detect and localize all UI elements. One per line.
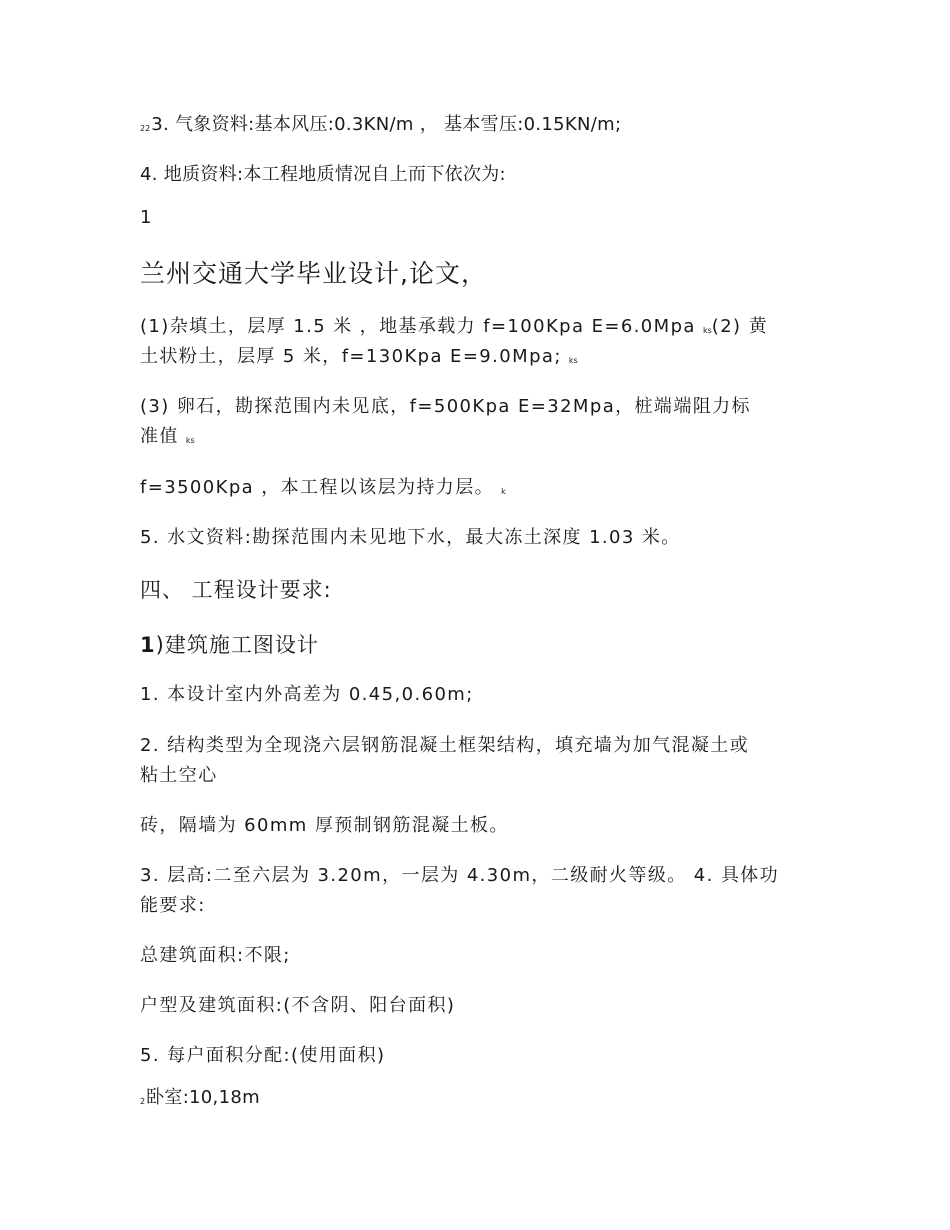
text-line-partition: 砖，隔墙为 60mm 厚预制钢筋混凝土板。 (140, 815, 509, 836)
standard-value-text: 准值 (140, 426, 186, 447)
superscript-marker: 2 (140, 1097, 146, 1106)
layer2-start-text: (2) 黄 (711, 316, 768, 337)
text-line-structure-type: 2. 结构类型为全现浇六层钢筋混凝土框架结构，填充墙为加气混凝土或 (140, 735, 750, 756)
layer1-text: (1)杂填土，层厚 1.5 米 ，地基承载力 f=100Kpa E=6.0Mpa (140, 316, 703, 337)
text-line-layer3: (3) 卵石，勘探范围内未见底，f=500Kpa E=32Mpa，桩端端阻力标 (140, 396, 751, 417)
page-number: 1 (140, 207, 152, 228)
bearing-layer-text: f=3500Kpa ，本工程以该层为持力层。 (140, 477, 502, 498)
subsection-title: )建筑施工图设计 (155, 633, 319, 657)
subscript-k: k (501, 487, 506, 496)
subsection-heading-architecture (140, 629, 319, 661)
text-line-storey-height: 3. 层高:二至六层为 3.20m，一层为 4.30m，二级耐火等级。 4. 具体功 (140, 865, 780, 886)
text-line-layer2 (140, 342, 578, 375)
superscript-marker: 22 (140, 124, 151, 133)
subscript-ks: ks (568, 356, 578, 365)
subsection-number: 1 (140, 633, 156, 657)
text-line-total-area: 总建筑面积:不限; (140, 945, 291, 966)
text-line-geology: 4. 地质资料:本工程地质情况自上而下依次为: (140, 164, 506, 185)
climate-text: 3. 气象资料:基本风压:0.3KN/m ， 基本雪压:0.15KN/m; (151, 114, 622, 135)
text-line-area-allocation: 5. 每户面积分配:(使用面积) (140, 1045, 386, 1066)
text-line-climate (140, 110, 621, 143)
section-heading-requirements: 四、 工程设计要求: (140, 578, 332, 602)
text-line-height-diff: 1. 本设计室内外高差为 0.45,0.60m; (140, 684, 474, 705)
text-line-standard-value (140, 422, 195, 455)
text-line-unit-type: 户型及建筑面积:(不含阴、阳台面积) (140, 995, 456, 1016)
subscript-ks: ks (185, 436, 195, 445)
text-line-structure-type-cont: 粘土空心 (140, 765, 218, 786)
text-line-bearing-layer (140, 473, 506, 506)
bedroom-text: 卧室:10,18m (146, 1087, 260, 1108)
text-line-bedroom (140, 1083, 260, 1116)
running-header-title: 兰州交通大学毕业设计,论文， (140, 259, 487, 288)
text-line-function-req: 能要求: (140, 895, 206, 916)
layer2-text: 土状粉土，层厚 5 米，f=130Kpa E=9.0Mpa; (140, 346, 569, 367)
text-line-hydrology: 5. 水文资料:勘探范围内未见地下水，最大冻土深度 1.03 米。 (140, 527, 681, 548)
subscript-ks: ks (702, 326, 712, 335)
text-line-layer1 (140, 312, 768, 345)
